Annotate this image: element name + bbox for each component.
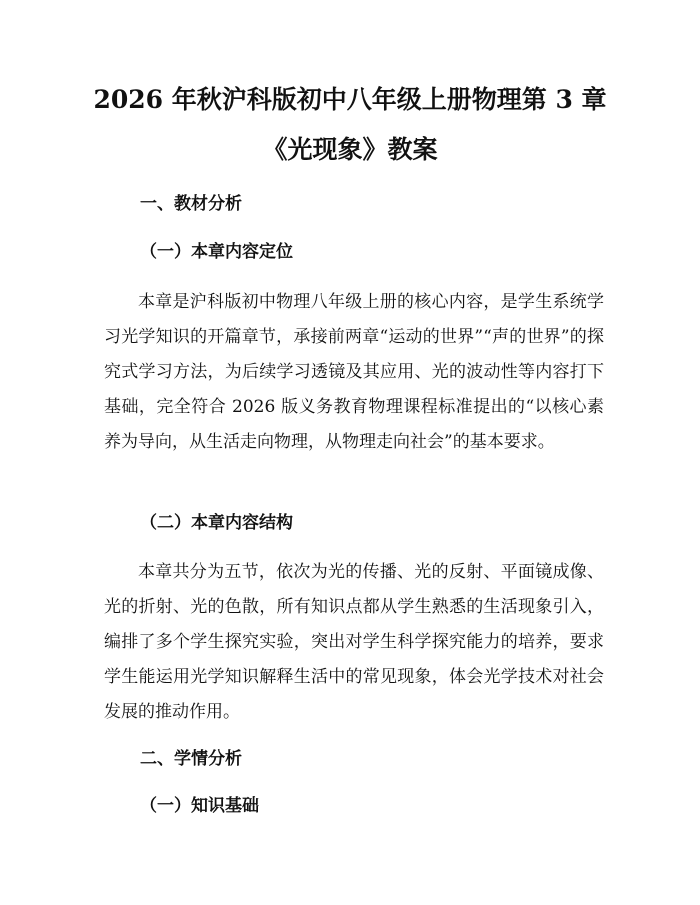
paragraph-chapter-positioning: 本章是沪科版初中物理八年级上册的核心内容，是学生系统学习光学知识的开篇章节，承接前两章“运动的世界”“声的世界”的探究式学习方法，为后续学习透镜及其应用、光的波动性等内容打下基础，完全符合 2026 版义务教育物理课程标准提出的“以核心素养为导向，从生活走向物理，从物理走向社会”的基本要求。 [104,292,604,452]
section-heading-learner-analysis: 二、学情分析 [140,749,242,769]
subsection-heading-chapter-positioning: （一）本章内容定位 [140,242,293,262]
subsection-heading-knowledge-foundation: （一）知识基础 [140,796,259,816]
section-heading-teaching-material-analysis: 一、教材分析 [140,194,242,214]
paragraph-chapter-structure: 本章共分为五节，依次为光的传播、光的反射、平面镜成像、光的折射、光的色散，所有知识点都从学生熟悉的生活现象引入，编排了多个学生探究实验，突出对学生科学探究能力的培养，要求学生能运用光学知识解释生活中的常见现象，体会光学技术对社会发展的推动作用。 [104,562,604,722]
document-title-line-1: 2026 年秋沪科版初中八年级上册物理第 3 章 [93,85,607,114]
document-title-line-2: 《光现象》教案 [262,135,438,164]
subsection-heading-chapter-structure: （二）本章内容结构 [140,513,293,533]
